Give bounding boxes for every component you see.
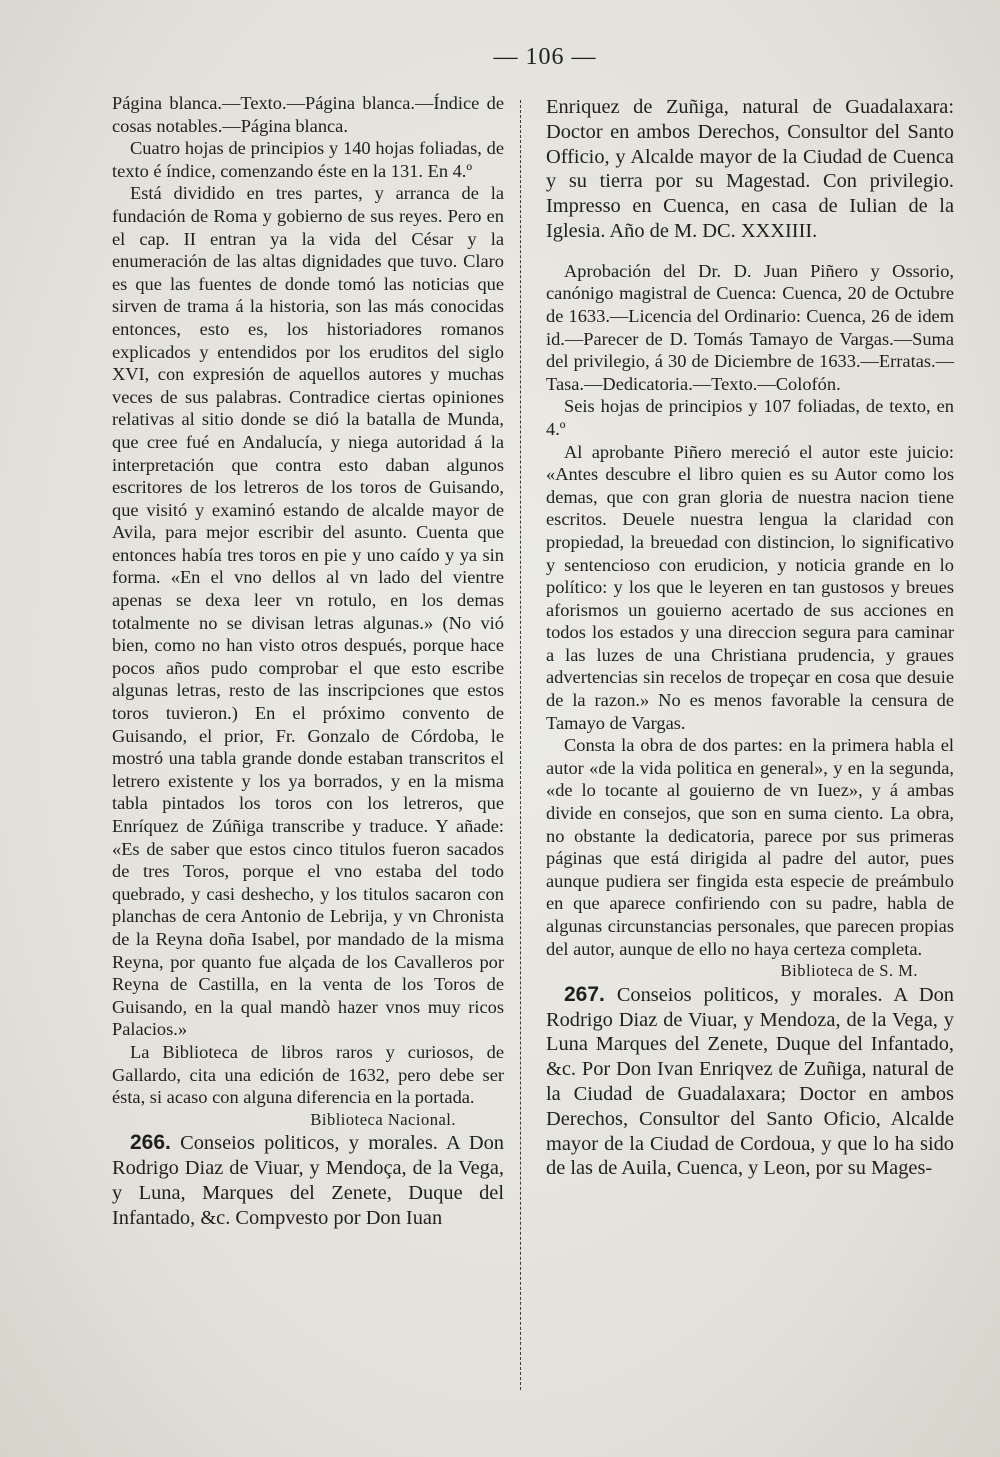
library-location-sm: Biblioteca de S. M. <box>780 961 918 981</box>
paragraph-structure: Consta la obra de dos partes: en la primera habla el autor «de la vida politica en general», y en la segunda, «de lo tocante al gouierno de vn Iuez», y á ambas divide en consejos, que son en suma ciento. La obra, no obstante la dedicatoria, parece por sus primeras páginas que está dirigida al padre del autor, pues aunque pudiera ser fingida esta especie de preámbulo en que aparece confiriendo con su padre, habla de algunas circunstancias personales, que parecen propias del autor, aunque de ello no haya certeza completa. <box>546 735 954 959</box>
paragraph-physical-description: Seis hojas de principios y 107 foliadas, de texto, en 4.º <box>546 396 954 439</box>
entry-title: Conseios politicos, y morales. A Don Rodrigo Diaz de Viuar, y Mendoza, de la Vega, y Luna Marques del Zenete, Duque del Infantado, &c. Por Don Ivan Enriqvez de Zuñiga, natural de la Ciudad de Guadalaxara; Doctor en ambos Derechos, Consultor del Santo Oficio, Alcalde mayor de la Ciudad de Cordoua, y que lo ha sido de las de Auila, Cuenca, y Leon, por su Mages- <box>546 983 954 1180</box>
entry-number: 267. <box>564 982 605 1006</box>
paragraph-gallardo-note: La Biblioteca de libros raros y curiosos, de Gallardo, cita una edición de 1632, pero debe ser ésta, si acaso con alguna diferencia en la portada. <box>112 1041 504 1108</box>
paragraph-commentary: Está dividido en tres partes, y arranca de la fundación de Roma y gobierno de sus reyes. Pero en el cap. II entran ya la vida del César y la enumeración de las altas dignidades que tuvo. Claro es que las fuentes de donde tomó las noticias que sirven de trama á la historia, son las más conocidas entonces, esto es, los historiadores romanos explicados y entendidos por los eruditos del siglo XVI, con expresión de aquellos autores y muchas veces de sus palabras. Contradice ciertas opiniones relativas al sitio donde se dió la batalla de Munda, que cree fué en Andalucía, y niega autoridad á la interpretación que contra esto daban algunos escritores de los letreros de los toros de Guisando, que visitó y examinó estando de alcalde mayor de Avila, para mejor escribir del asunto. Cuenta que entonces había tres toros en pie y uno caído y ya sin forma. «En el vno dellos al vn lado del vientre apenas se dexa leer vn rotulo, en los demas totalmente no se divisan letras algunas.» (No vió bien, como no han visto otros después, porque hace pocos años pudo comprobar el que esto escribe algunas letras, resto de las inscripciones que estos toros tuvieron.) En el próximo convento de Guisando, el prior, Fr. Gonzalo de Córdoba, le mostró una tabla grande donde estaban transcritos el letrero existente y los ya borrados, y en la misma tabla pintados los toros con los letreros, que Enríquez de Zúñiga transcribe y traduce. Y añade: «Es de saber que estos cinco titulos fueron sacados de tres Toros, porque el vno estaba del todo quebrado, y casi deshecho, y los titulos sacaron con planchas de cera Antonio de Lebrija, y vn Chronista de la Reyna doña Isabel, por mandado de la misma Reyna, por quanto fue alçada de los Cavalleros por Reyna de Castilla, en la venta de los Toros de Guisando, en la qual mandò hazer vnos muy ricos Palacios.» <box>112 183 504 1040</box>
entry-267 <box>546 983 954 1181</box>
paragraph-physical-description: Cuatro hojas de principios y 140 hojas foliadas, de texto é índice, comenzando éste en la 131. En 4.º <box>112 138 504 181</box>
library-location-nacional: Biblioteca Nacional. <box>310 1109 456 1129</box>
entry-266 <box>112 1131 504 1230</box>
column-divider <box>520 100 521 1390</box>
paragraph-contents-list: Página blanca.—Texto.—Página blanca.—Índice de cosas notables.—Página blanca. <box>112 93 504 136</box>
entry-title: Conseios politicos, y morales. A Don Rodrigo Diaz de Viuar, y Mendoça, de la Vega, y Luna, Marques del Zenete, Duque del Infantado, &c. Compvesto por Don Iuan <box>112 1132 504 1229</box>
left-column <box>112 92 504 1231</box>
paragraph-approval-quote: Al aprobante Piñero mereció el autor este juicio: «Antes descubre el libro quien es su Autor como los demas, que con gran gloria de nuestra nacion tiene escritos. Deuele nuestra lengua la claridad con propiedad, la breuedad con distincion, lo significativo y sentencioso con erudicion, y noticia grande en lo político: y los que le leyeren en tan gustosos y breues aforismos un gouierno acertado de sus acciones en todos los estados y una direccion segura para caminar a las luzes de una Christiana prudencia, y graues advertencias sin recelos de tropeçar en cosa que desuie de la razon.» No es menos favorable la censura de Tamayo de Vargas. <box>546 441 954 733</box>
entry-number: 266. <box>130 1131 171 1155</box>
entry-title-continuation: Enriquez de Zuñiga, natural de Guadalaxara: Doctor en ambos Derechos, Consultor del Santo Officio, y Alcalde mayor de la Ciudad de Cuenca y su tierra por su Magestad. Con privilegio. Impresso en Cuenca, en casa de Iulian de la Iglesia. Año de M. DC. XXXIIII. <box>546 96 954 242</box>
paragraph-approvals: Aprobación del Dr. D. Juan Piñero y Ossorio, canónigo magistral de Cuenca: Cuenca, 20 de Octubre de 1633.—Licencia del Ordinario: Cuenca, 26 de idem id.—Parecer de D. Tomás Tamayo de Vargas.—Suma del privilegio, á 30 de Diciembre de 1633.—Erratas.—Tasa.—Dedicatoria.—Texto.—Colofón. <box>546 260 954 394</box>
spacer <box>546 244 954 260</box>
right-column <box>546 95 954 1181</box>
page-number: — 106 — <box>493 44 597 70</box>
